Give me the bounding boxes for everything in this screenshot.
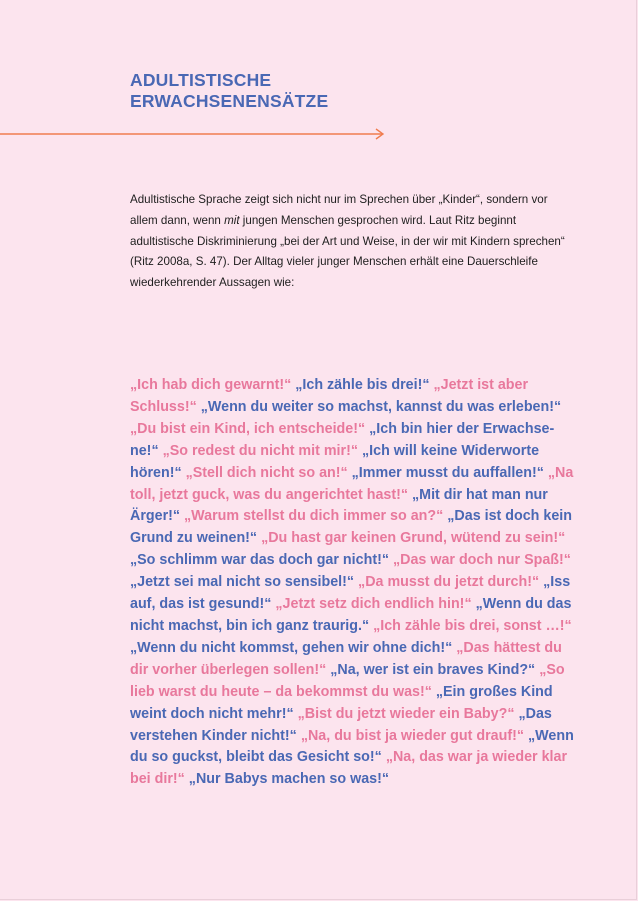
quote-item: „So redest du nicht mit mir!“ — [162, 442, 359, 459]
intro-paragraph — [130, 190, 570, 294]
quote-item: „Das hättest du dir vorher überlegen sollen!“ — [130, 639, 562, 678]
intro-text-part-2: jungen Menschen gesprochen wird. Laut Ritz beginnt adultistische Diskriminierung „bei der Art und Weise, in der wir mit Kindern sprechen“ (Ritz 2008a, S. 47). Der Alltag vieler junger Menschen erhält eine Dauerschleife wiederkehrender Aussagen wie: — [130, 213, 565, 290]
quote-item: „Na, wer ist ein braves Kind?“ — [330, 661, 536, 678]
quote-item: „Na toll, jetzt guck, was du angerichtet hast!“ — [130, 464, 574, 503]
quote-item: „Bist du jetzt wieder ein Baby?“ — [297, 705, 515, 722]
quote-item: „Du bist ein Kind, ich entscheide!“ — [130, 420, 366, 437]
quote-item: „Ich will keine Widerworte hören!“ — [130, 442, 540, 481]
quote-item: „Ein großes Kind weint doch nicht mehr!“ — [130, 683, 553, 722]
quote-item: „Ich zähle bis drei!“ — [295, 377, 430, 393]
title-line-2: ERWACHSENENSÄTZE — [130, 91, 329, 111]
quote-item: „Ich bin hier der Erwachsene!“ — [130, 420, 555, 459]
intro-text-part-1: Adultistische Sprache zeigt sich nicht nur im Sprechen über „Kinder“, sondern vor allem dann, wenn — [130, 193, 548, 227]
quote-item: „Iss auf, das ist gesund!“ — [130, 574, 571, 613]
quote-item: „Ich hab dich gewarnt!“ — [130, 377, 292, 393]
quote-item: „Immer musst du auffallen!“ — [351, 464, 544, 481]
quote-item: „Mit dir hat man nur Ärger!“ — [130, 486, 548, 525]
intro-emphasis: mit — [224, 213, 240, 227]
title-line-1: ADULTISTISCHE — [130, 70, 272, 90]
quote-item: „Na, du bist ja wieder gut drauf!“ — [300, 727, 525, 744]
quote-item: „Nur Babys machen so was!“ — [188, 771, 390, 788]
arrow-divider-icon — [0, 127, 390, 141]
quote-item: „Das war doch nur Spaß!“ — [392, 552, 571, 569]
page-title — [130, 70, 328, 112]
quote-item: „Ich zähle bis drei, sonst …!“ — [373, 617, 572, 634]
quote-item: „Das ist doch kein Grund zu weinen!“ — [130, 508, 573, 547]
quote-item: „Warum stellst du dich immer so an?“ — [184, 508, 444, 525]
quote-item: „Jetzt ist aber Schluss!“ — [130, 377, 529, 415]
quote-item: „Wenn du so guckst, bleibt das Gesicht so!“ — [130, 727, 574, 766]
quote-item: „Wenn du nicht kommst, gehen wir ohne dich!“ — [130, 639, 453, 656]
quote-item: „Da musst du jetzt durch!“ — [358, 574, 540, 591]
quote-block — [130, 375, 576, 791]
quote-item: „Stell dich nicht so an!“ — [185, 464, 348, 481]
quote-item: „Jetzt setz dich endlich hin!“ — [275, 596, 472, 613]
quote-item: „So schlimm war das doch gar nicht!“ — [130, 552, 389, 569]
quote-item: „Das verstehen Kinder nicht!“ — [130, 705, 552, 744]
quote-item: „Jetzt sei mal nicht so sensibel!“ — [130, 574, 355, 591]
quote-item: „Na, das war ja wieder klar bei dir!“ — [130, 749, 568, 788]
quote-item: „Du hast gar keinen Grund, wütend zu sein!“ — [261, 530, 566, 547]
quote-item: „So lieb warst du heute – da bekommst du was!“ — [130, 661, 565, 700]
quote-item: „Wenn du weiter so machst, kannst du was erleben!“ — [200, 398, 562, 415]
quote-item: „Wenn du das nicht machst, bin ich ganz traurig.“ — [130, 596, 572, 634]
